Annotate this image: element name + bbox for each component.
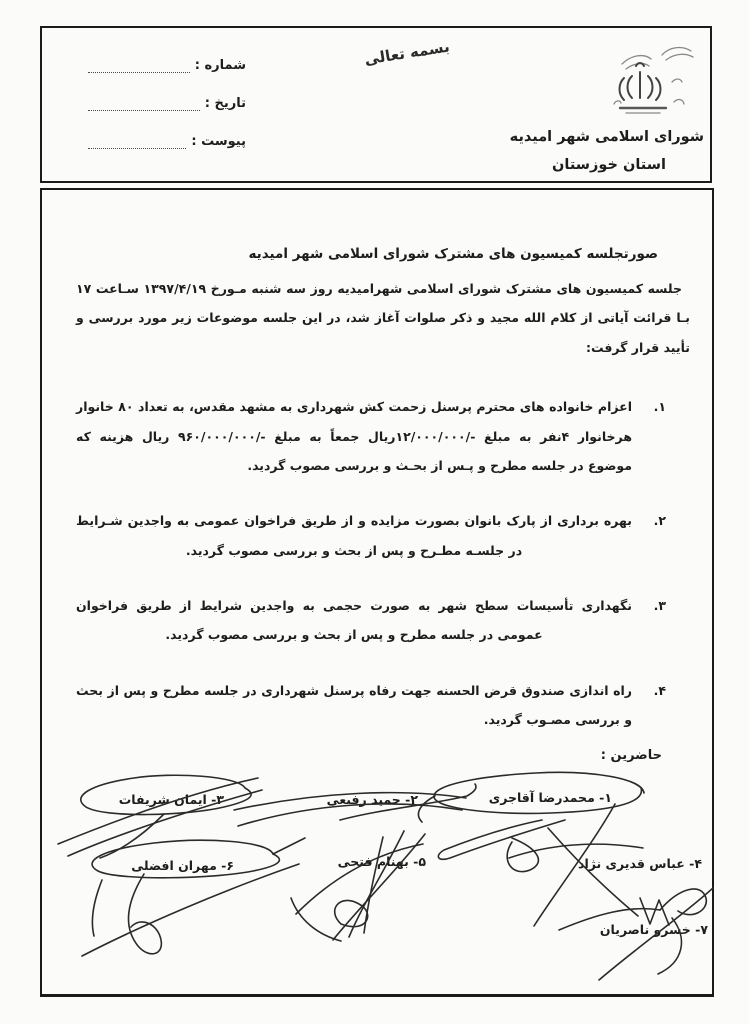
letterhead bbox=[40, 26, 712, 183]
attendee-name-6: ۶- مهران افضلی bbox=[131, 858, 234, 873]
attendee-name-4: ۴- عباس قدیری نژاد bbox=[578, 856, 702, 871]
number-field-label: شماره : bbox=[194, 58, 246, 73]
item-number: ۲. bbox=[653, 513, 666, 529]
attendee-name-1: ۱- محمدرضا آقاجری bbox=[488, 790, 612, 805]
document-content bbox=[42, 190, 712, 994]
attendee-name-7: ۷- خسرو ناصریان bbox=[599, 922, 708, 937]
item-text: راه اندازی صندوق قرض الحسنه جهت رفاه پرسنل شهرداری در جلسه مطرح و پس از بحث و بررسی مصـوب گردید. bbox=[76, 682, 632, 728]
organization-name-block bbox=[509, 124, 704, 179]
dotted-line bbox=[88, 62, 190, 73]
attachment-field-label: پیوست : bbox=[191, 134, 246, 149]
attendees-heading: حاضرین : bbox=[600, 748, 662, 763]
document-body bbox=[40, 188, 714, 997]
agenda-item-2 bbox=[76, 506, 666, 565]
document-title: صورتجلسه کمیسیون های مشترک شورای اسلامی شهر امیدیه bbox=[248, 246, 658, 262]
item-text: نگهداری تأسیسات سطح شهر به صورت حجمی به واجدین شرایط از طریق فراخوان عمومی در جلسه مطرح و پس از بحث و بررسی مصوب گردید. bbox=[76, 598, 632, 643]
item-number: ۳. bbox=[653, 598, 666, 613]
item-text: اعزام خانواده های محترم پرسنل زحمت کش شهرداری به مشهد مقدس، به تعداد ۸۰ خانوار هرخانوار ۴نفر به مبلغ -/۱۲/۰۰۰/۰۰۰ریال جمعاً به مبلغ -/۹۶۰/۰۰۰/۰۰۰ ریال هزینه که موضوع در جلسه مطرح و پـس از بحـث و بررسی مصوب گردید. bbox=[76, 399, 632, 473]
item-number: ۴. bbox=[653, 682, 666, 698]
item-number: ۱. bbox=[653, 399, 666, 415]
number-field bbox=[88, 58, 246, 73]
attendee-name-3: ۳- ایمان شریفات bbox=[118, 792, 224, 807]
agenda-item-1 bbox=[76, 392, 666, 480]
date-field bbox=[88, 96, 246, 111]
agenda-item-4 bbox=[76, 676, 666, 735]
intro-paragraph: جلسه کمیسیون های مشترک شورای اسلامی شهرامیدیه روز سه شنبه مـورخ ۱۳۹۷/۴/۱۹ سـاعت ۱۷ بـا قرائت آیاتی از کلام الله مجید و ذکر صلوات آغاز شد، در این جلسه موضوعات زیر مورد بررسی و تأیید قرار گرفت: bbox=[76, 281, 690, 355]
dotted-line bbox=[88, 100, 200, 111]
signature-3 bbox=[58, 775, 262, 858]
letterhead-fields bbox=[88, 58, 246, 172]
org-name-line2: استان خوزستان bbox=[552, 156, 666, 173]
besmeleh-calligraphy: بسمه تعالی bbox=[363, 37, 451, 69]
attendee-name-5: ۵- بهنام فتحی bbox=[337, 854, 426, 869]
dotted-line bbox=[88, 138, 186, 149]
attachment-field bbox=[88, 134, 246, 149]
agenda-list bbox=[76, 392, 690, 734]
agenda-item-3 bbox=[76, 591, 666, 650]
date-field-label: تاریخ : bbox=[204, 96, 246, 111]
attendee-name-2: ۲- حمید رفیعی bbox=[326, 792, 418, 807]
item-text: بهره برداری از پارک بانوان بصورت مزایده و از طریق فراخوان عمومی به واجدین شـرایط در جلسـه مطـرح و پس از بحث و بررسی مصوب گردید. bbox=[76, 513, 632, 558]
signature-6 bbox=[82, 838, 305, 956]
org-name-line1: شورای اسلامی شهر امیدیه bbox=[509, 129, 704, 145]
iran-national-emblem-icon bbox=[606, 42, 702, 126]
signature-5 bbox=[291, 831, 425, 941]
